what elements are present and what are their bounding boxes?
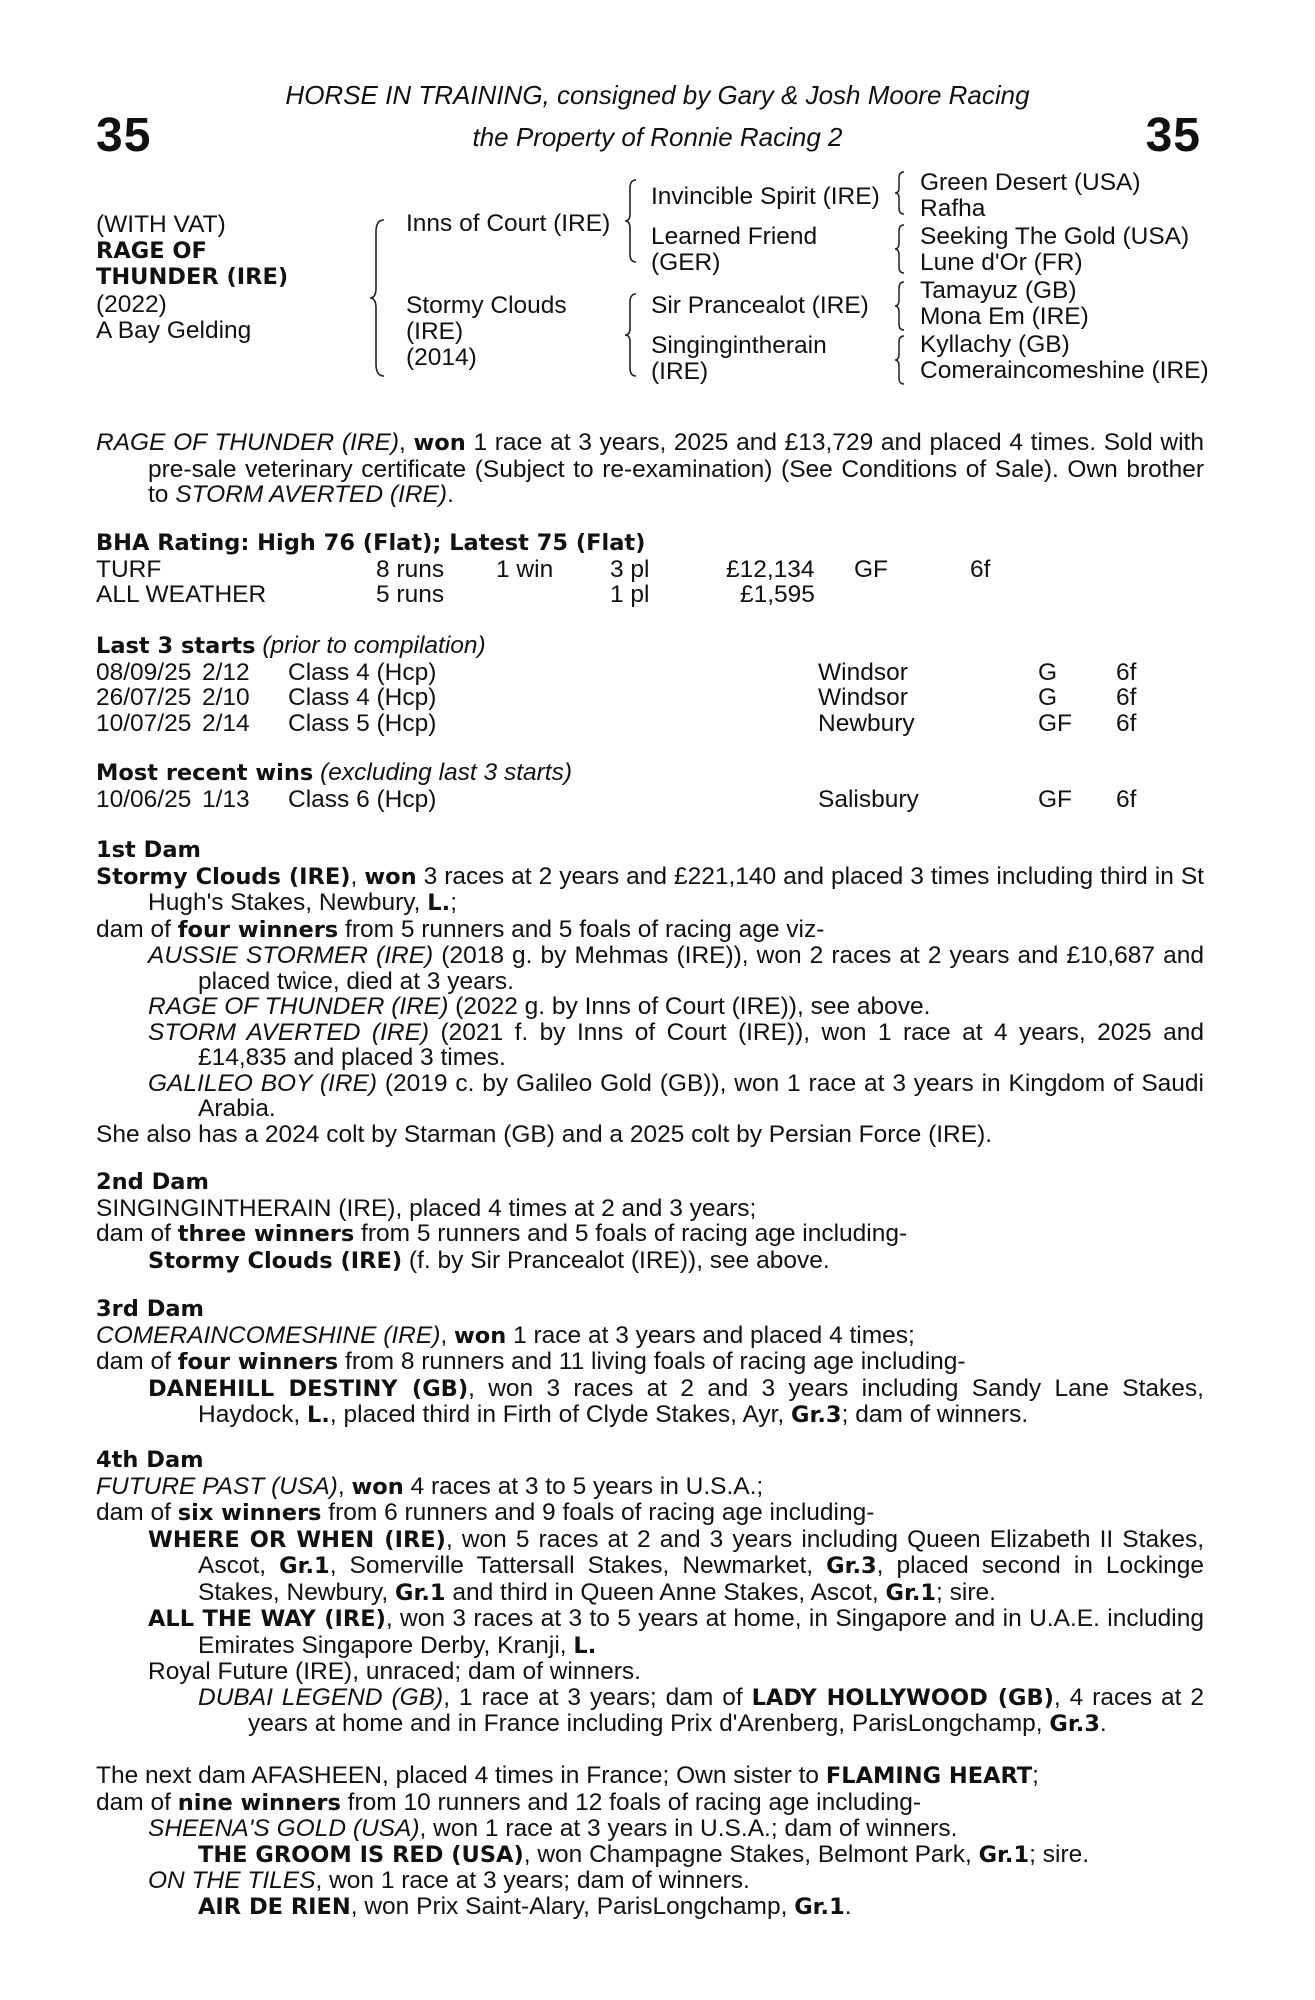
pedigree-sire-dam-line1: Learned Friend bbox=[651, 223, 818, 250]
produce-name: DUBAI LEGEND (GB) bbox=[198, 1683, 444, 1711]
produce-name: WHERE OR WHEN (IRE) bbox=[148, 1526, 446, 1553]
produce-entry bbox=[148, 1606, 1204, 1659]
rating-title: BHA Rating: High 76 (Flat); Latest 75 (Flat) bbox=[96, 530, 646, 556]
first-dam-record: Stormy Clouds (IRE), won 3 races at 2 years and £221,140 and placed 3 times including third in St Hugh's Stakes, Newbury, L.; bbox=[96, 862, 1204, 916]
horse-name-line2: THUNDER (IRE) bbox=[96, 264, 289, 290]
rating-row bbox=[96, 557, 1204, 583]
produce-name: THE GROOM IS RED (USA) bbox=[198, 1841, 524, 1868]
rating-surface: TURF bbox=[96, 555, 162, 583]
produce-entry bbox=[198, 1685, 1204, 1738]
dam-of-text-end: from 6 runners and 9 foals of racing age including- bbox=[321, 1499, 875, 1526]
dam-of-text-end: from 5 runners and 5 foals of racing age including- bbox=[354, 1220, 908, 1247]
produce-text: (2018 g. by Mehmas (IRE)), won 2 races at 2 years and £10,687 and placed twice, died at 3 years. bbox=[198, 942, 1204, 995]
last3-row bbox=[96, 660, 1204, 686]
produce-entry: Royal Future (IRE), unraced; dam of winners. bbox=[148, 1658, 641, 1685]
second-dam-section bbox=[96, 1170, 1204, 1274]
produce-entry bbox=[148, 1868, 1204, 1894]
produce-name: ALL THE WAY (IRE) bbox=[148, 1606, 386, 1632]
run-date: 26/07/25 bbox=[96, 684, 192, 711]
last3-title: Last 3 starts bbox=[96, 633, 256, 659]
race-grade: Gr.3 bbox=[791, 1402, 842, 1428]
rating-surface: ALL WEATHER bbox=[96, 581, 267, 608]
produce-text: ; sire. bbox=[936, 1578, 996, 1606]
run-going: GF bbox=[1038, 709, 1073, 737]
consignor-line: HORSE IN TRAINING, consigned by Gary & Josh Moore Racing bbox=[285, 80, 1030, 110]
first-dam-text: 3 races at 2 years and £221,140 and placed 3 times including third in St Hugh's Stakes, Newbury, bbox=[148, 862, 1204, 916]
pedigree-ssd: Rafha bbox=[920, 195, 986, 222]
dam-of-text: dam of bbox=[96, 915, 178, 943]
recent-wins-note: (excluding last 3 starts) bbox=[320, 759, 573, 786]
summary-section bbox=[96, 430, 1204, 508]
recent-win-row bbox=[96, 787, 1204, 813]
pedigree-brace-sire bbox=[623, 178, 639, 264]
produce-name: DANEHILL DESTINY (GB) bbox=[148, 1375, 469, 1402]
next-dam-record bbox=[96, 1763, 1204, 1790]
produce-entry bbox=[148, 1527, 1204, 1607]
produce-text: , won 3 races at 2 and 3 years including Sandy Lane Stakes, Haydock, bbox=[198, 1374, 1204, 1428]
run-date: 08/09/25 bbox=[96, 658, 192, 686]
first-dam-tail: ; bbox=[450, 889, 457, 916]
run-position: 2/12 bbox=[202, 658, 250, 686]
horse-description: A Bay Gelding bbox=[96, 317, 252, 344]
rating-runs: 8 runs bbox=[376, 555, 445, 583]
pedigree-dam-line2: (IRE) bbox=[406, 318, 464, 345]
produce-text: , 1 race at 3 years; dam of bbox=[443, 1683, 752, 1711]
produce-text: , won 1 race at 3 years; dam of winners. bbox=[315, 1867, 750, 1894]
lot-number-left: 35 bbox=[96, 109, 152, 162]
dam-of-winners: nine winners bbox=[177, 1789, 341, 1816]
pedigree-ddd: Comeraincomeshine (IRE) bbox=[920, 357, 1209, 384]
third-dam-produce-summary bbox=[96, 1349, 1204, 1376]
run-position: 1/13 bbox=[202, 785, 250, 813]
run-class: Class 4 (Hcp) bbox=[288, 684, 437, 711]
produce-text: (2019 c. by Galileo Gold (GB)), won 1 race at 3 years in Kingdom of Saudi Arabia. bbox=[198, 1069, 1204, 1122]
pedigree-dam-dam-line2: (IRE) bbox=[651, 358, 709, 385]
fourth-dam-record: FUTURE PAST (USA), won 4 races at 3 to 5 years in U.S.A.; bbox=[96, 1472, 764, 1500]
race-grade: L. bbox=[573, 1632, 597, 1659]
produce-name-bold: LADY HOLLYWOOD (GB) bbox=[751, 1684, 1054, 1711]
race-grade: Gr.1 bbox=[394, 1579, 446, 1606]
fourth-dam-section bbox=[96, 1448, 1204, 1738]
summary-text-body: 1 race at 3 years, 2025 and £13,729 and placed 4 times. Sold with pre-sale veterinary certificate (Subject to re-examination) (See Conditions of Sale). Own brother to bbox=[148, 429, 1204, 508]
summary-text: RAGE OF THUNDER (IRE), won 1 race at 3 years, 2025 and £13,729 and placed 4 times. Sold with pre-sale veterinary certificate (Subject to re-examination) (See Conditions of Sale). Own brother to STORM AVERTED (IRE). bbox=[96, 429, 1204, 508]
run-class: Class 4 (Hcp) bbox=[288, 658, 437, 686]
last3-row bbox=[96, 711, 1204, 737]
produce-name: ON THE TILES bbox=[148, 1867, 316, 1894]
recent-wins-section bbox=[96, 760, 1204, 812]
recent-wins-title: Most recent wins bbox=[96, 760, 314, 786]
produce-entry bbox=[148, 994, 1204, 1020]
pedigree-sire-dam-line2: (GER) bbox=[651, 249, 721, 276]
produce-name: AIR DE RIEN bbox=[198, 1893, 351, 1920]
run-distance: 6f bbox=[1116, 658, 1137, 686]
produce-text: ; dam of winners. bbox=[841, 1401, 1029, 1428]
produce-text: and third in Queen Anne Stakes, Ascot, bbox=[445, 1578, 886, 1606]
horse-name-line1: RAGE OF bbox=[96, 238, 207, 264]
property-line: the Property of Ronnie Racing 2 bbox=[472, 122, 843, 152]
pedigree-dss: Tamayuz (GB) bbox=[920, 277, 1077, 304]
summary-sibling: STORM AVERTED (IRE) bbox=[175, 481, 448, 508]
first-dam-grade: L. bbox=[427, 890, 451, 916]
rating-placed: 3 pl bbox=[610, 555, 650, 583]
produce-text: . bbox=[1099, 1710, 1107, 1737]
run-course: Newbury bbox=[818, 709, 915, 737]
run-distance: 6f bbox=[1116, 684, 1137, 711]
horse-year: (2022) bbox=[96, 291, 167, 318]
race-grade: Gr.3 bbox=[1049, 1711, 1100, 1737]
run-going: G bbox=[1038, 658, 1058, 686]
next-dam-produce-summary bbox=[96, 1790, 1204, 1817]
pedigree-brace-sd bbox=[893, 223, 907, 275]
run-distance: 6f bbox=[1116, 785, 1137, 813]
produce-name: RAGE OF THUNDER (IRE) bbox=[148, 993, 449, 1020]
pedigree-sss: Green Desert (USA) bbox=[920, 169, 1141, 196]
produce-entry bbox=[148, 1020, 1204, 1071]
rating-wins: 1 win bbox=[496, 555, 554, 583]
dam-of-winners: four winners bbox=[177, 916, 339, 943]
produce-text: , won 3 races at 3 to 5 years at home, in Singapore and in U.A.E. including Emirates Singapore Derby, Kranji, bbox=[198, 1605, 1204, 1659]
pedigree-dam-line3: (2014) bbox=[406, 344, 477, 371]
third-dam-won: won bbox=[454, 1322, 507, 1349]
dam-of-text: dam of bbox=[96, 1348, 178, 1375]
rating-prize: £12,134 bbox=[726, 555, 815, 583]
third-dam-section bbox=[96, 1297, 1204, 1429]
produce-entry bbox=[148, 1071, 1204, 1122]
rating-runs: 5 runs bbox=[376, 581, 445, 608]
summary-horse-name: RAGE OF THUNDER (IRE) bbox=[96, 429, 399, 456]
rating-prize: £1,595 bbox=[740, 581, 815, 608]
pedigree-sire-sire: Invincible Spirit (IRE) bbox=[651, 183, 880, 210]
pedigree-dam-sire: Sir Prancealot (IRE) bbox=[651, 292, 869, 319]
run-course: Windsor bbox=[818, 684, 908, 711]
fourth-dam-won: won bbox=[351, 1473, 404, 1500]
last3-note: (prior to compilation) bbox=[262, 632, 486, 659]
produce-name: GALILEO BOY (IRE) bbox=[148, 1069, 378, 1097]
third-dam-title: 3rd Dam bbox=[96, 1296, 204, 1322]
produce-entry bbox=[148, 943, 1204, 994]
rating-row bbox=[96, 582, 1204, 608]
produce-text: , won 5 races at 2 and 3 years including Queen Elizabeth II Stakes, Ascot, bbox=[198, 1525, 1205, 1579]
produce-text: (2021 f. by Inns of Court (IRE)), won 1 race at 4 years, 2025 and £14,835 and placed 3 times. bbox=[198, 1018, 1204, 1071]
race-grade: Gr.1 bbox=[279, 1553, 330, 1579]
produce-name: STORM AVERTED (IRE) bbox=[148, 1018, 430, 1046]
run-distance: 6f bbox=[1116, 709, 1137, 737]
rating-section bbox=[96, 531, 1204, 608]
dam-of-winners: four winners bbox=[177, 1349, 339, 1375]
rating-dist: 6f bbox=[970, 555, 991, 583]
fourth-dam-title: 4th Dam bbox=[96, 1447, 204, 1473]
second-dam-produce-summary bbox=[96, 1221, 1204, 1248]
pedigree-sdd: Lune d'Or (FR) bbox=[920, 249, 1083, 276]
run-going: GF bbox=[1038, 785, 1073, 813]
first-dam-also: She also has a 2024 colt by Starman (GB) and a 2025 colt by Persian Force (IRE). bbox=[96, 1120, 993, 1148]
produce-entry bbox=[148, 1248, 1204, 1275]
race-grade: Gr.1 bbox=[885, 1579, 937, 1606]
run-date: 10/06/25 bbox=[96, 785, 192, 813]
produce-text: . bbox=[844, 1892, 852, 1920]
produce-entry bbox=[198, 1894, 1204, 1921]
rating-placed: 1 pl bbox=[610, 581, 650, 608]
last3-row bbox=[96, 685, 1204, 711]
produce-name: AUSSIE STORMER (IRE) bbox=[148, 942, 434, 969]
dam-of-text: dam of bbox=[96, 1220, 178, 1247]
dam-of-text-end: from 8 runners and 11 living foals of racing age including- bbox=[338, 1348, 966, 1375]
summary-text-end: . bbox=[447, 481, 454, 508]
dam-of-text-end: from 5 runners and 5 foals of racing age viz- bbox=[338, 915, 825, 943]
lot-number-right: 35 bbox=[1145, 109, 1201, 162]
produce-text: (2022 g. by Inns of Court (IRE)), see above. bbox=[448, 993, 931, 1020]
run-date: 10/07/25 bbox=[96, 709, 192, 737]
pedigree-sire: Inns of Court (IRE) bbox=[406, 210, 611, 237]
fourth-dam-text: 4 races at 3 to 5 years in U.S.A.; bbox=[403, 1472, 764, 1500]
race-grade: Gr.1 bbox=[794, 1893, 845, 1920]
fourth-dam-produce-summary bbox=[96, 1500, 1204, 1527]
produce-entry bbox=[148, 1816, 1204, 1842]
pedigree-dsd: Mona Em (IRE) bbox=[920, 303, 1089, 330]
produce-text: , won Prix Saint-Alary, ParisLongchamp, bbox=[350, 1892, 795, 1920]
produce-text: , placed third in Firth of Clyde Stakes, Ayr, bbox=[329, 1401, 792, 1428]
summary-won: won bbox=[413, 430, 466, 456]
run-position: 2/14 bbox=[202, 709, 250, 737]
pedigree-brace-main bbox=[368, 218, 388, 378]
pedigree-dds: Kyllachy (GB) bbox=[920, 331, 1070, 358]
produce-entry bbox=[148, 1376, 1204, 1429]
pedigree-brace-ds bbox=[893, 280, 907, 332]
second-dam-record: SINGINGINTHERAIN (IRE), placed 4 times at 2 and 3 years; bbox=[96, 1194, 757, 1222]
run-course: Salisbury bbox=[818, 785, 919, 813]
next-dam-sister: FLAMING HEART bbox=[825, 1763, 1033, 1789]
dam-of-text: dam of bbox=[96, 1499, 178, 1526]
third-dam-text: 1 race at 3 years and placed 4 times; bbox=[506, 1321, 915, 1349]
run-class: Class 5 (Hcp) bbox=[288, 709, 437, 737]
produce-text: , 4 races at 2 years at home and in France including Prix d'Arenberg, ParisLongchamp, bbox=[248, 1683, 1204, 1737]
fourth-dam-name: FUTURE PAST (USA) bbox=[96, 1472, 338, 1500]
first-dam-produce-summary bbox=[96, 917, 1204, 944]
next-dam-tail: ; bbox=[1032, 1762, 1039, 1789]
produce-text: , won Champagne Stakes, Belmont Park, bbox=[523, 1840, 979, 1868]
rating-going: GF bbox=[854, 555, 889, 583]
third-dam-name: COMERAINCOMESHINE (IRE) bbox=[96, 1321, 441, 1349]
pedigree-brace-dd bbox=[893, 334, 907, 386]
pedigree-dam-dam-line1: Singingintherain bbox=[651, 332, 827, 359]
dam-of-winners: six winners bbox=[177, 1500, 322, 1526]
first-dam-won: won bbox=[364, 863, 417, 890]
next-dam-text: The next dam AFASHEEN, placed 4 times in France; Own sister to bbox=[96, 1762, 826, 1789]
race-grade: Gr.3 bbox=[826, 1553, 877, 1579]
first-dam-name: Stormy Clouds (IRE) bbox=[96, 863, 351, 890]
pedigree-brace-ss bbox=[893, 170, 907, 216]
horse-vat: (WITH VAT) bbox=[96, 211, 226, 238]
run-course: Windsor bbox=[818, 658, 908, 686]
first-dam-title: 1st Dam bbox=[96, 837, 201, 863]
pedigree-sds: Seeking The Gold (USA) bbox=[920, 223, 1190, 250]
produce-text: ; sire. bbox=[1029, 1840, 1090, 1868]
produce-text: , placed second in Lockinge Stakes, Newbury, bbox=[198, 1552, 1205, 1606]
run-class: Class 6 (Hcp) bbox=[288, 785, 437, 813]
pedigree-dam-line1: Stormy Clouds bbox=[406, 292, 567, 319]
run-position: 2/10 bbox=[202, 684, 250, 711]
dam-of-text: dam of bbox=[96, 1788, 178, 1816]
race-grade: L. bbox=[306, 1402, 330, 1428]
dam-of-winners: three winners bbox=[177, 1221, 355, 1247]
dam-of-text-end: from 10 runners and 12 foals of racing age including- bbox=[340, 1788, 922, 1816]
last3-section bbox=[96, 633, 1204, 736]
third-dam-record: COMERAINCOMESHINE (IRE), won 1 race at 3 years and placed 4 times; bbox=[96, 1321, 915, 1349]
first-dam-section bbox=[96, 838, 1204, 1147]
produce-text: (f. by Sir Prancealot (IRE)), see above. bbox=[402, 1246, 830, 1274]
produce-name: SHEENA'S GOLD (USA) bbox=[148, 1815, 420, 1842]
produce-name: Stormy Clouds (IRE) bbox=[148, 1247, 403, 1274]
produce-text: , won 1 race at 3 years in U.S.A.; dam of winners. bbox=[419, 1815, 958, 1842]
second-dam-title: 2nd Dam bbox=[96, 1169, 209, 1195]
produce-text: , Somerville Tattersall Stakes, Newmarket, bbox=[329, 1552, 827, 1579]
next-dam-section bbox=[96, 1763, 1204, 1920]
race-grade: Gr.1 bbox=[978, 1841, 1030, 1868]
run-going: G bbox=[1038, 684, 1058, 711]
produce-entry bbox=[198, 1842, 1204, 1869]
pedigree-brace-dam bbox=[623, 292, 639, 378]
